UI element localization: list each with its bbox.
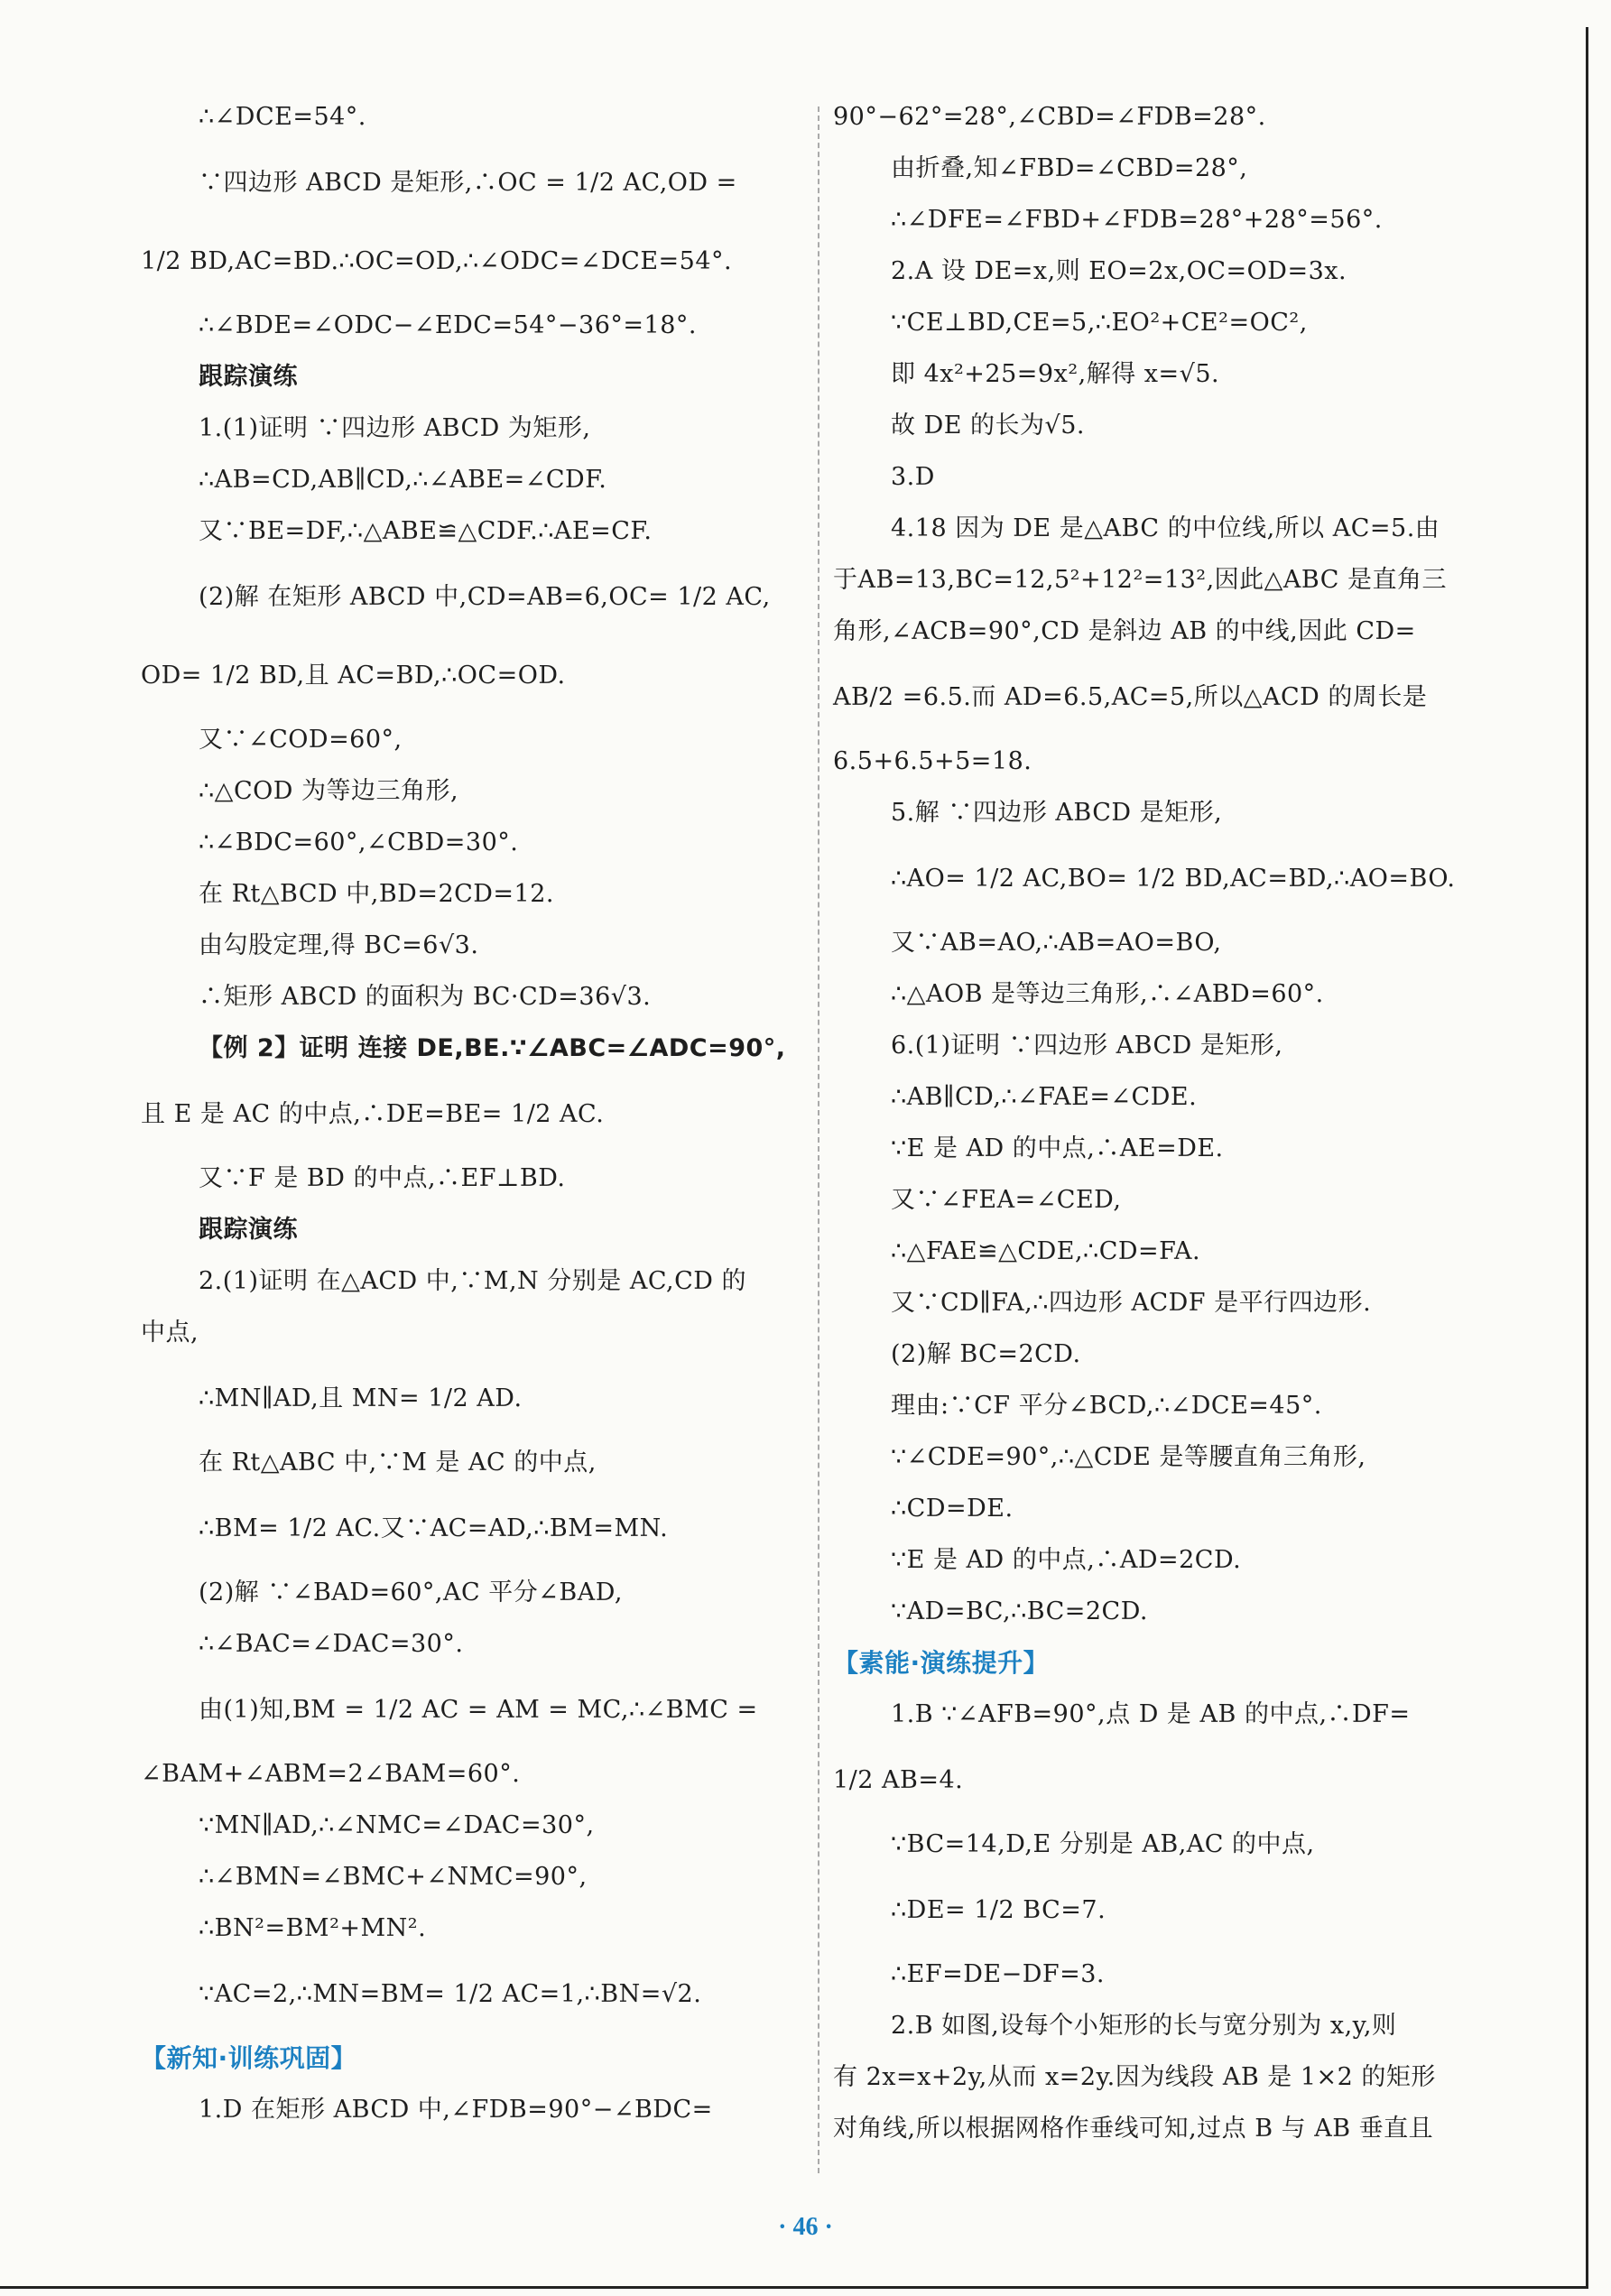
text-line: 2.A 设 DE=x,则 EO=2x,OC=OD=3x. (891, 257, 1347, 285)
text-line: ∴△AOB 是等边三角形,∴∠ABD=60°. (891, 980, 1324, 1008)
text-line: ∵AD=BC,∴BC=2CD. (891, 1597, 1148, 1625)
text-line: ∴AB=CD,AB∥CD,∴∠ABE=∠CDF. (199, 466, 607, 494)
text-line: 1.B ∵∠AFB=90°,点 D 是 AB 的中点,∴DF= (891, 1700, 1411, 1728)
section-heading-new-knowledge: 【新知·训练巩固】 (141, 2043, 357, 2073)
text-line: 中点, (141, 1319, 199, 1347)
section-heading-competency: 【素能·演练提升】 (833, 1648, 1050, 1678)
text-line: (2)解 BC=2CD. (891, 1340, 1081, 1368)
text-line: ∴EF=DE−DF=3. (891, 1960, 1105, 1988)
text-line: ∴∠BDE=∠ODC−∠EDC=54°−36°=18°. (199, 311, 697, 339)
text-line: 5.解 ∵四边形 ABCD 是矩形, (891, 799, 1223, 827)
text-line: ∵E 是 AD 的中点,∴AE=DE. (891, 1134, 1224, 1162)
text-line: 90°−62°=28°,∠CBD=∠FDB=28°. (833, 103, 1266, 131)
text-line: 又∵AB=AO,∴AB=AO=BO, (891, 929, 1222, 957)
example-2-line: 【例 2】证明 连接 DE,BE.∵∠ABC=∠ADC=90°, (199, 1034, 786, 1062)
text-line: 有 2x=x+2y,从而 x=2y.因为线段 AB 是 1×2 的矩形 (833, 2063, 1436, 2091)
text-line: 对角线,所以根据网格作垂线可知,过点 B 与 AB 垂直且 (833, 2115, 1434, 2143)
text-line: ∴DE= 1/2 BC=7. (891, 1896, 1106, 1924)
text-line: 在 Rt△BCD 中,BD=2CD=12. (199, 880, 554, 908)
text-line: (2)解 ∵∠BAD=60°,AC 平分∠BAD, (199, 1578, 623, 1606)
text-line: ∴BN²=BM²+MN². (199, 1914, 427, 1942)
text-line: ∵MN∥AD,∴∠NMC=∠DAC=30°, (199, 1811, 595, 1839)
text-line: 且 E 是 AC 的中点,∴DE=BE= 1/2 AC. (141, 1100, 605, 1128)
text-line: 又∵F 是 BD 的中点,∴EF⊥BD. (199, 1164, 566, 1192)
bottom-edge-line (0, 2286, 1588, 2289)
text-line: 1.D 在矩形 ABCD 中,∠FDB=90°−∠BDC= (199, 2096, 713, 2124)
text-line: 1.(1)证明 ∵四边形 ABCD 为矩形, (199, 414, 591, 442)
text-line: 又∵∠COD=60°, (199, 726, 403, 754)
subheading-follow-practice: 跟踪演练 (199, 363, 298, 391)
text-line: 由(1)知,BM = 1/2 AC = AM = MC,∴∠BMC = (199, 1696, 758, 1724)
text-line: ∵E 是 AD 的中点,∴AD=2CD. (891, 1546, 1242, 1574)
text-line: 3.D (891, 463, 935, 491)
text-line: 理由:∵CF 平分∠BCD,∴∠DCE=45°. (891, 1392, 1322, 1420)
text-line: 6.(1)证明 ∵四边形 ABCD 是矩形, (891, 1032, 1283, 1060)
text-line: (2)解 在矩形 ABCD 中,CD=AB=6,OC= 1/2 AC, (199, 583, 771, 611)
page-number: · 46 · (778, 2213, 833, 2241)
left-column (141, 99, 805, 2143)
text-line: 6.5+6.5+5=18. (833, 747, 1032, 775)
text-line: ∴∠BMN=∠BMC+∠NMC=90°, (199, 1863, 588, 1891)
text-line: ∵BC=14,D,E 分别是 AB,AC 的中点, (891, 1830, 1315, 1858)
right-edge-line (1586, 27, 1588, 2288)
text-line: ∴∠DCE=54°. (199, 103, 366, 131)
text-line: 角形,∠ACB=90°,CD 是斜边 AB 的中线,因此 CD= (833, 617, 1416, 645)
text-line: 又∵BE=DF,∴△ABE≌△CDF.∴AE=CF. (199, 517, 653, 545)
right-column (833, 99, 1498, 2162)
text-line: 2.(1)证明 在△ACD 中,∵M,N 分别是 AC,CD 的 (199, 1267, 747, 1295)
text-line: 又∵CD∥FA,∴四边形 ACDF 是平行四边形. (891, 1289, 1372, 1317)
text-line: 2.B 如图,设每个小矩形的长与宽分别为 x,y,则 (891, 2012, 1397, 2040)
text-line: 1/2 AB=4. (833, 1766, 964, 1794)
text-line: ∴CD=DE. (891, 1495, 1014, 1523)
text-line: ∵AC=2,∴MN=BM= 1/2 AC=1,∴BN=√2. (199, 1980, 702, 2008)
text-line: ∴AO= 1/2 AC,BO= 1/2 BD,AC=BD,∴AO=BO. (891, 865, 1456, 893)
text-line: OD= 1/2 BD,且 AC=BD,∴OC=OD. (141, 662, 566, 690)
text-line: 故 DE 的长为√5. (891, 412, 1085, 440)
text-line: ∴AB∥CD,∴∠FAE=∠CDE. (891, 1083, 1198, 1111)
text-line: ∴△FAE≌△CDE,∴CD=FA. (891, 1237, 1201, 1265)
text-line: ∴∠DFE=∠FBD+∠FDB=28°+28°=56°. (891, 206, 1383, 234)
text-line: 由勾股定理,得 BC=6√3. (199, 931, 479, 959)
text-line: 于AB=13,BC=12,5²+12²=13²,因此△ABC 是直角三 (833, 566, 1448, 594)
text-line: ∴∠BAC=∠DAC=30°. (199, 1630, 464, 1658)
text-line: ∴BM= 1/2 AC.又∵AC=AD,∴BM=MN. (199, 1514, 669, 1542)
text-line: ∵∠CDE=90°,∴△CDE 是等腰直角三角形, (891, 1443, 1366, 1471)
text-line: 1/2 BD,AC=BD.∴OC=OD,∴∠ODC=∠DCE=54°. (141, 247, 733, 275)
text-line: ∠BAM+∠ABM=2∠BAM=60°. (141, 1760, 521, 1788)
text-line: ∵CE⊥BD,CE=5,∴EO²+CE²=OC², (891, 309, 1308, 337)
text-line: AB/2 =6.5.而 AD=6.5,AC=5,所以△ACD 的周长是 (833, 683, 1428, 711)
text-line: 又∵∠FEA=∠CED, (891, 1186, 1122, 1214)
text-line: 在 Rt△ABC 中,∵M 是 AC 的中点, (199, 1449, 597, 1477)
text-line: ∵四边形 ABCD 是矩形,∴OC = 1/2 AC,OD = (199, 169, 737, 197)
text-line: ∴∠BDC=60°,∠CBD=30°. (199, 829, 519, 856)
text-line: 由折叠,知∠FBD=∠CBD=28°, (891, 154, 1248, 182)
text-line: ∴矩形 ABCD 的面积为 BC·CD=36√3. (199, 983, 652, 1011)
column-divider (818, 106, 819, 2173)
text-line: 4.18 因为 DE 是△ABC 的中位线,所以 AC=5.由 (891, 514, 1440, 542)
subheading-follow-practice: 跟踪演练 (199, 1216, 298, 1244)
text-line: ∴MN∥AD,且 MN= 1/2 AD. (199, 1384, 523, 1412)
text-line: 即 4x²+25=9x²,解得 x=√5. (891, 360, 1220, 388)
text-line: ∴△COD 为等边三角形, (199, 777, 459, 805)
